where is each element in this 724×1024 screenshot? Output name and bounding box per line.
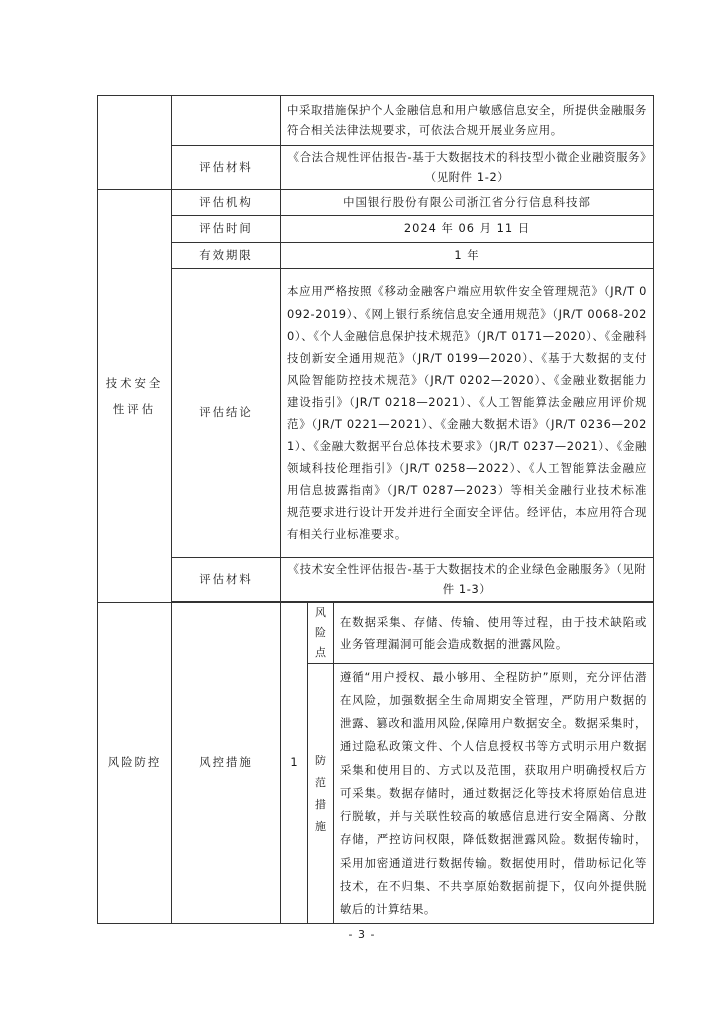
risk-index: 1	[281, 603, 308, 924]
measure-value: 遵循“用户授权、最小够用、全程防护”原则，充分评估潜在风险，加强数据全生命周期安全管理，严防用户数据的泄露、篡改和滥用风险,保障用户数据安全。数据采集时，通过隐私政策文件、个人信息授权书等方式明示用户数据采集和使用目的、方式以及范围，获取用户明确授权后方可采集。数据存储时，通过数据泛化等技术将原始信息进行脱敏，并与关联性较高的敏感信息进行安全隔离、分散存储，严控访问权限，降低数据泄露风险。数据传输时，采用加密通道进行数据传输。数据使用时，借助标记化等技术，在不归集、不共享原始数据前提下，仅向外提供脱敏后的计算结果。	[334, 664, 654, 924]
validity-value: 1 年	[281, 243, 654, 269]
compliance-conclusion-text: 中采取措施保护个人金融信息和用户敏感信息安全，所提供金融服务符合相关法律法规要求，可依法合规开展业务应用。	[281, 96, 654, 146]
risk-point-label-cell	[308, 603, 334, 664]
measure-label-cell	[308, 664, 334, 924]
prev-category-cell	[98, 96, 172, 190]
risk-category: 风险防控	[98, 603, 172, 924]
prev-sub-label-cell	[172, 96, 281, 146]
tech-security-category-text: 技术安全性评估	[105, 376, 164, 416]
eval-org-value: 中国银行股份有限公司浙江省分行信息科技部	[281, 190, 654, 216]
eval-conclusion-value: 本应用严格按照《移动金融客户端应用软件安全管理规范》（JR/T 0092-2019）、《网上银行系统信息安全通用规范》（JR/T 0068-2020）、《个人金融信息保护技术规范》（JR/T 0171—2020）、《金融科技创新安全通用规范》（JR/T 0199—2020）、《基于大数据的支付风险智能防控技术规范》（JR/T 0202—2020）、《金融业数据能力建设指引》（JR/T 0218—2021）、《人工智能算法金融应用评价规范》（JR/T 0221—2021）、《金融大数据术语》（JR/T 0236—2021）、《金融大数据平台总体技术要求》（JR/T 0237—2021）、《金融领域科技伦理指引》（JR/T 0258—2022）、《人工智能算法金融应用信息披露指南》（JR/T 0287—2023）等相关金融行业技术标准规范要求进行设计开发并进行全面安全评估。经评估，本应用符合现有相关行业标准要求。	[281, 269, 654, 558]
risk-point-value: 在数据采集、存储、传输、使用等过程，由于技术缺陷或业务管理漏洞可能会造成数据的泄露风险。	[334, 603, 654, 664]
tech-material-label: 评估材料	[172, 558, 281, 602]
evaluation-table	[97, 95, 654, 924]
eval-org-label: 评估机构	[172, 190, 281, 216]
page-number: - 3 -	[348, 928, 376, 941]
tech-material-value: 《技术安全性评估报告-基于大数据技术的企业绿色金融服务》（见附件 1-3）	[281, 558, 654, 602]
measure-label: 防范措施	[315, 753, 326, 833]
eval-conclusion-label: 评估结论	[172, 269, 281, 558]
tech-security-category	[98, 190, 172, 603]
eval-time-value: 2024 年 06 月 11 日	[281, 216, 654, 243]
compliance-material-value: 《合法合规性评估报告-基于大数据技术的科技型小微企业融资服务》（见附件 1-2）	[281, 146, 654, 190]
validity-label: 有效期限	[172, 243, 281, 269]
document-page	[97, 95, 653, 924]
compliance-material-label: 评估材料	[172, 146, 281, 190]
eval-time-label: 评估时间	[172, 216, 281, 243]
risk-control-label: 风控措施	[172, 603, 281, 924]
risk-point-label: 风险点	[315, 606, 326, 659]
